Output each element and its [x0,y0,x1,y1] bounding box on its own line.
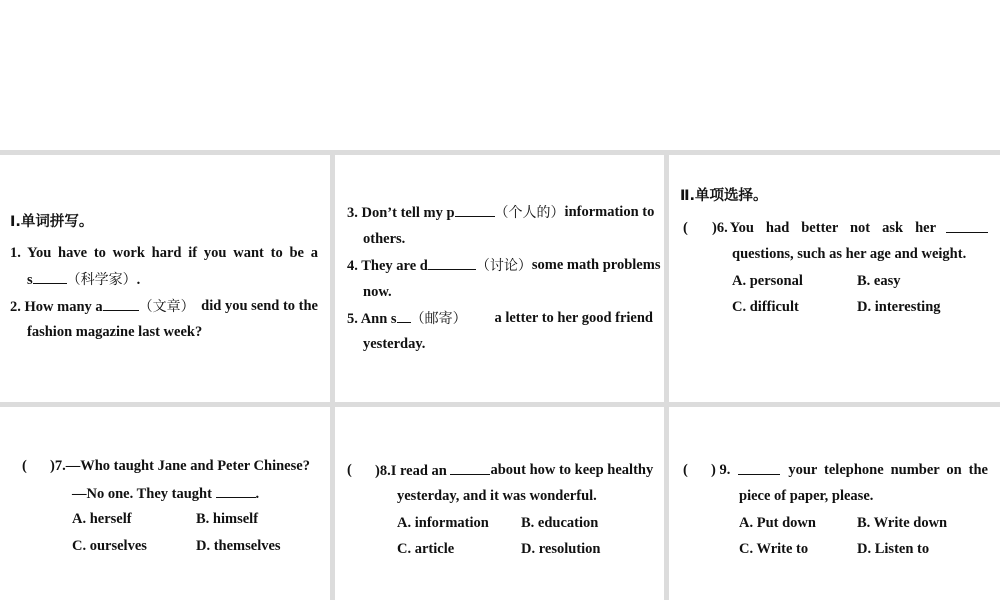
question-3-line-2: others. [363,231,406,247]
question-2-suffix: did you send to the [201,298,318,314]
question-8-prefix: I read an [390,463,447,479]
answer-blank-5[interactable] [397,308,411,323]
column-divider-left-top [330,150,335,407]
question-1-hint: （科学家） [66,272,137,288]
section-title-choice: Ⅱ.单项选择。 [680,188,768,204]
question-4-suffix: some math problems [531,257,661,273]
question-8-option-a[interactable]: A. information [397,515,489,531]
middle-divider [0,402,1000,407]
question-7-option-c[interactable]: C. ourselves [72,538,147,554]
question-6-answer-bracket[interactable]: ( [683,220,688,236]
question-9-blank [738,460,780,475]
question-8-option-c[interactable]: C. article [397,541,455,557]
question-5-hint: （邮寄） [410,311,467,327]
answer-blank-2[interactable] [103,296,139,311]
question-7-end: . [255,486,260,502]
question-7-line-2 [72,483,259,504]
question-1-end: . [136,272,141,288]
question-7-response: —No one. They taught [72,486,212,502]
question-4-line-2: now. [363,284,392,300]
question-9-answer-bracket[interactable]: ( [683,462,688,478]
question-5-suffix: a letter to her good friend [494,310,653,326]
question-8-line-2: yesterday, and it was wonderful. [397,488,597,504]
question-7-option-b[interactable]: B. himself [196,511,259,527]
question-9-number: ) 9. [711,462,731,478]
column-divider-left-bottom [330,402,335,600]
question-8-number: )8. [375,463,391,479]
question-3-line-1 [347,202,653,223]
question-7-number: )7. [50,458,66,474]
question-8-option-d[interactable]: D. resolution [521,541,601,557]
question-9-line-1 [711,460,988,480]
question-4-prefix: 4. They are d [347,258,428,274]
question-2-hint: （文章） [138,299,195,315]
question-5-line-1 [347,308,653,329]
question-6-stem: You had better not ask her [729,220,936,236]
question-9-stem: your telephone number on the [788,462,988,478]
question-8-answer-bracket[interactable]: ( [347,462,352,478]
question-7-line-1 [50,456,310,476]
question-5-prefix: 5. Ann s [347,311,397,327]
answer-blank-3[interactable] [455,202,495,217]
question-8-suffix: about how to keep healthy [490,462,654,478]
question-4-line-1 [347,255,661,276]
column-divider-right-top [664,150,669,407]
question-6-line-2: questions, such as her age and weight. [732,246,967,262]
question-7-blank [216,483,256,498]
question-8-line-1 [375,460,653,481]
question-9-option-d[interactable]: D. Listen to [857,541,930,557]
question-4-hint: （讨论） [475,258,532,274]
question-5-line-2: yesterday. [363,336,426,352]
question-1-prefix: s [27,272,33,288]
question-6-number: )6. [712,220,728,236]
question-9-option-a[interactable]: A. Put down [739,515,816,531]
answer-blank-1[interactable] [33,269,67,284]
top-divider [0,150,1000,155]
question-6-option-d[interactable]: D. interesting [857,299,941,315]
question-8-option-b[interactable]: B. education [521,515,599,531]
question-9-option-b[interactable]: B. Write down [857,515,948,531]
question-7-answer-bracket[interactable]: ( [22,458,27,474]
question-6-option-a[interactable]: A. personal [732,273,803,289]
question-2-line-1 [10,296,318,317]
question-3-suffix: information to [564,204,655,220]
question-6-blank [946,218,988,233]
question-7-stem: —Who taught Jane and Peter Chinese? [65,458,310,474]
question-9-option-c[interactable]: C. Write to [739,541,809,557]
question-8-blank [450,460,490,475]
section-title-spelling: Ⅰ.单词拼写。 [10,214,94,230]
question-7-option-d[interactable]: D. themselves [196,538,281,554]
question-3-hint: （个人的） [494,205,565,221]
question-9-line-2: piece of paper, please. [739,488,874,504]
question-1-line-2 [27,269,140,290]
question-7-option-a[interactable]: A. herself [72,511,132,527]
question-2-prefix: 2. How many a [10,299,103,315]
question-6-option-b[interactable]: B. easy [857,273,901,289]
question-3-prefix: 3. Don’t tell my p [347,205,455,221]
answer-blank-4[interactable] [428,255,476,270]
column-divider-right-bottom [664,402,669,600]
question-6-line-1 [712,218,988,238]
question-1-line-1: 1. You have to work hard if you want to be a [10,245,318,261]
question-2-line-2: fashion magazine last week? [27,324,203,340]
question-6-option-c[interactable]: C. difficult [732,299,799,315]
